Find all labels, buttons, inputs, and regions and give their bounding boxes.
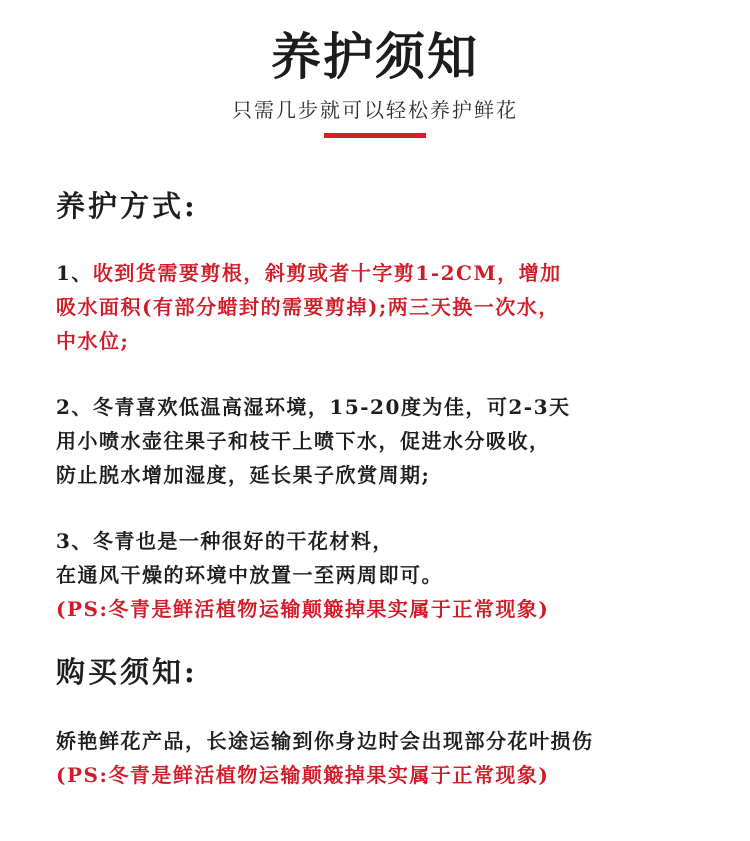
care-section-heading: 养护方式: bbox=[56, 189, 198, 223]
page-title: 养护须知 bbox=[271, 28, 479, 86]
purchase-notice-text: 娇艳鲜花产品，长途运输到你身边时会出现部分花叶损伤 bbox=[56, 729, 594, 753]
purchase-section-heading: 购买须知: bbox=[56, 655, 198, 689]
care-item-1-line-3: 中水位; bbox=[56, 329, 130, 353]
care-item-3-line-1: 3、冬青也是一种很好的干花材料， bbox=[56, 529, 394, 553]
care-item-1-line-1-text: 收到货需要剪根，斜剪或者十字剪1-2CM，增加 bbox=[92, 261, 562, 285]
care-item-3 bbox=[56, 524, 716, 626]
care-item-2 bbox=[56, 390, 716, 492]
care-item-3-note: (PS:冬青是鲜活植物运输颠簸掉果实属于正常现象) bbox=[56, 597, 550, 621]
care-item-1-line-1 bbox=[56, 256, 716, 290]
care-item-1 bbox=[56, 256, 716, 358]
care-item-3-line-2: 在通风干燥的环境中放置一至两周即可。 bbox=[56, 563, 443, 587]
care-item-1-line-2: 吸水面积(有部分蜡封的需要剪掉);两三天换一次水， bbox=[56, 295, 560, 319]
page-subtitle: 只需几步就可以轻松养护鲜花 bbox=[232, 98, 518, 122]
content-body bbox=[56, 184, 716, 792]
purchase-notice-note: (PS:冬青是鲜活植物运输颠簸掉果实属于正常现象) bbox=[56, 763, 550, 787]
care-item-1-prefix: 1、 bbox=[56, 261, 93, 285]
care-item-2-line-2: 用小喷水壶往果子和枝干上喷下水，促进水分吸收， bbox=[56, 429, 551, 453]
purchase-notice bbox=[56, 724, 716, 792]
care-item-2-line-3: 防止脱水增加湿度，延长果子欣赏周期; bbox=[56, 463, 431, 487]
title-accent-bar bbox=[324, 133, 426, 138]
care-item-2-line-1: 2、冬青喜欢低温高湿环境，15-20度为佳，可2-3天 bbox=[56, 395, 571, 419]
